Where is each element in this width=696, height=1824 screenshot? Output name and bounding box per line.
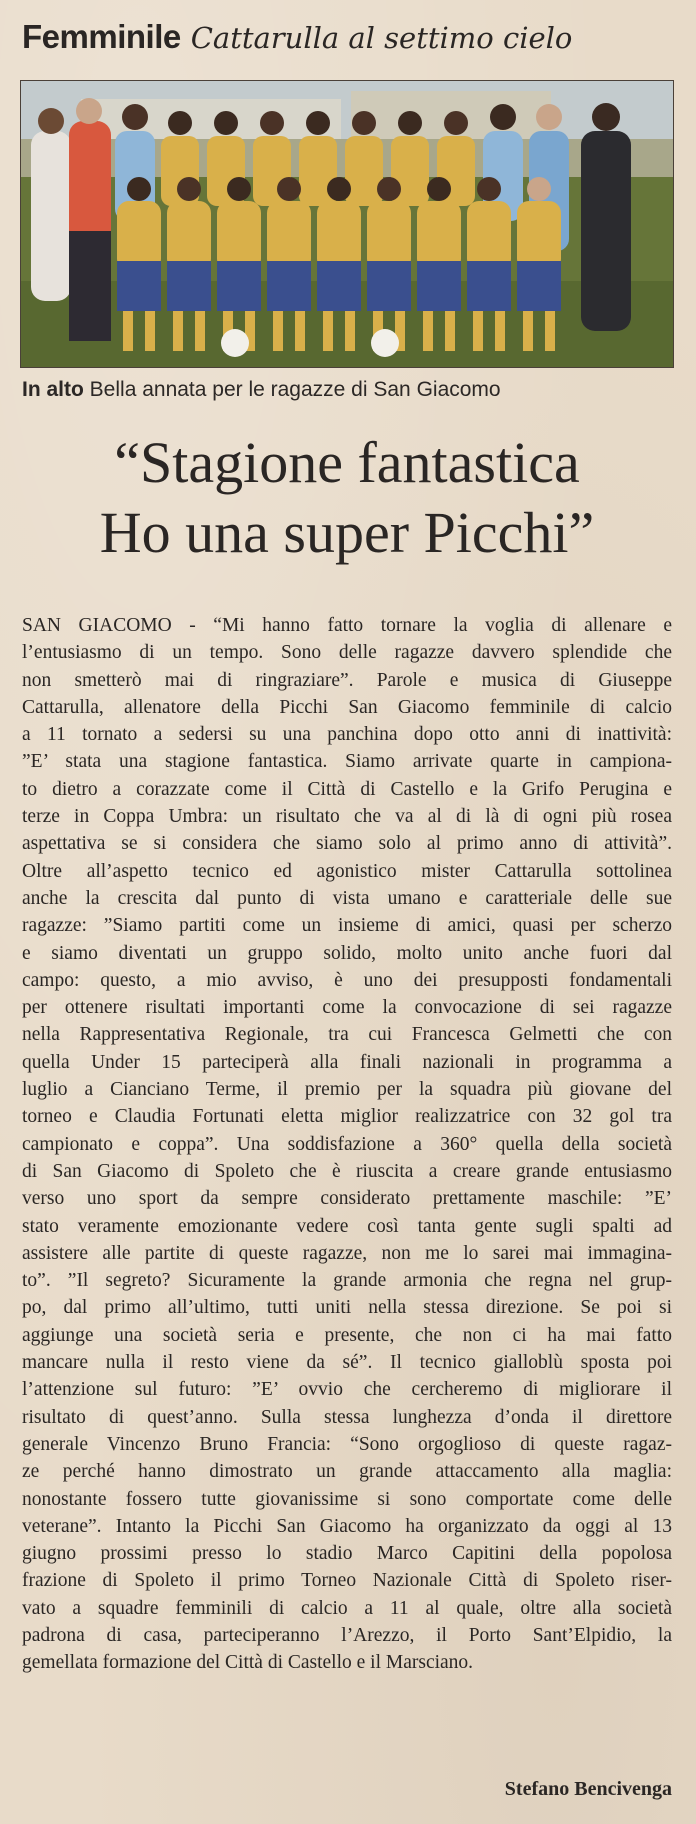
body-line: to dietro a corazzate come il Città di Castello e la Grifo Perugina e [22, 778, 672, 800]
body-line: campo: questo, a mio avviso, è uno dei presupposti fondamentali [22, 969, 672, 991]
body-line: verso uno sport da sempre considerato prettamente maschile: ”E’ [22, 1188, 672, 1210]
body-line: nella Rappresentativa Regionale, tra cui Francesca Gelmetti che con [22, 1024, 672, 1046]
body-line: quella Under 15 parteciperà alla finali nazionali in programma a [22, 1051, 672, 1073]
body-line: aggiunge una società seria e presente, che non ci ha mai fatto [22, 1324, 672, 1346]
body-line: campionato e coppa”. Una soddisfazione a 360° quella della società [22, 1133, 672, 1155]
body-line: per ottenere risultati importanti come la convocazione di sei ragazze [22, 997, 672, 1019]
section-label: Femminile [22, 18, 181, 55]
team-photo-icon [21, 81, 673, 367]
body-line: torneo e Claudia Fortunati eletta miglior realizzatrice con 32 gol tra [22, 1106, 672, 1128]
body-line: mancare nulla il resto viene da sé”. Il tecnico gialloblù sposta poi [22, 1352, 672, 1374]
article-headline [22, 428, 672, 568]
body-line: anche la crescita dal punto di vista umano e caratteriale delle sue [22, 887, 672, 909]
byline: Stefano Bencivenga [504, 1778, 672, 1800]
body-line: nonostante fossero tutte giovanissime si sono comportate come delle [22, 1488, 672, 1510]
body-line: luglio a Cianciano Terme, il premio per la squadra più giovane del [22, 1079, 672, 1101]
body-line: generale Vincenzo Bruno Francia: “Sono orgoglioso di queste ragaz- [22, 1433, 672, 1455]
body-line: ragazze: ”Siamo partiti come un insieme di amici, quasi per scherzo [22, 915, 672, 937]
body-line: padrona di casa, parteciperanno l’Arezzo, il Porto Sant’Elpidio, la [22, 1624, 672, 1646]
section-title: Cattarulla al settimo cielo [190, 21, 573, 55]
body-line: giugno prossimi presso lo stadio Marco Capitini della popolosa [22, 1543, 672, 1565]
body-line: l’attenzione sul futuro: ”E’ ovvio che cercheremo di migliorare il [22, 1379, 672, 1401]
body-line: ”E’ stata una stagione fantastica. Siamo arrivate quarte in campiona- [22, 751, 672, 773]
body-line: l’entusiasmo di un tempo. Sono delle ragazze davvero splendide che [22, 642, 672, 664]
body-line: e siamo diventati un gruppo solido, molto unito anche fuori dal [22, 942, 672, 964]
body-line: a 11 tornato a sedersi su una panchina dopo otto anni di inattività: [22, 724, 672, 746]
section-header [22, 18, 682, 68]
body-line: vato a squadre femminili di calcio a 11 al quale, oltre alla società [22, 1597, 672, 1619]
headline-line-1: “Stagione fantastica [114, 430, 580, 495]
body-line: veterane”. Intanto la Picchi San Giacomo ha organizzato da oggi al 13 [22, 1515, 672, 1537]
body-line: to”. ”Il segreto? Sicuramente la grande armonia che regna nel grup- [22, 1270, 672, 1292]
body-line: assistere alle partite di queste ragazze, non me lo sarei mai immagina- [22, 1242, 672, 1264]
body-line: SAN GIACOMO - “Mi hanno fatto tornare la voglia di allenare e [22, 615, 672, 636]
body-line: ze perché hanno dimostrato un grande attaccamento alla maglia: [22, 1461, 672, 1483]
body-line: risultato di quest’anno. Sulla stessa lunghezza d’onda il direttore [22, 1406, 672, 1428]
body-line: Oltre all’aspetto tecnico ed agonistico mister Cattarulla sottolinea [22, 860, 672, 882]
body-line: non smetterò mai di ringraziare”. Parole e musica di Giuseppe [22, 669, 672, 691]
team-photo [20, 80, 674, 368]
body-line: stato veramente emozionante vedere così tanta gente sugli spalti ad [22, 1215, 672, 1237]
body-line: gemellata formazione del Città di Castello e il Marsciano. [22, 1652, 474, 1674]
body-line: aspettativa se si considera che siamo solo al primo anno di attività”. [22, 833, 672, 855]
caption-lead: In alto [22, 378, 84, 401]
body-line: frazione di Spoleto il primo Torneo Nazionale Città di Spoleto riser- [22, 1570, 672, 1592]
caption-text: Bella annata per le ragazze di San Giacomo [83, 378, 501, 401]
body-line: po, dal primo all’ultimo, tutti uniti nella stessa direzione. Se poi si [22, 1297, 672, 1319]
body-line: di San Giacomo di Spoleto che è riuscita a creare grande entusiasmo [22, 1160, 672, 1182]
photo-caption [22, 378, 682, 402]
body-line: terze in Coppa Umbra: un risultato che va al di là di ogni più rosea [22, 806, 672, 828]
article-body [22, 612, 672, 1677]
body-line: Cattarulla, allenatore della Picchi San Giacomo femminile di calcio [22, 696, 672, 718]
headline-line-2: Ho una super Picchi” [99, 500, 595, 565]
